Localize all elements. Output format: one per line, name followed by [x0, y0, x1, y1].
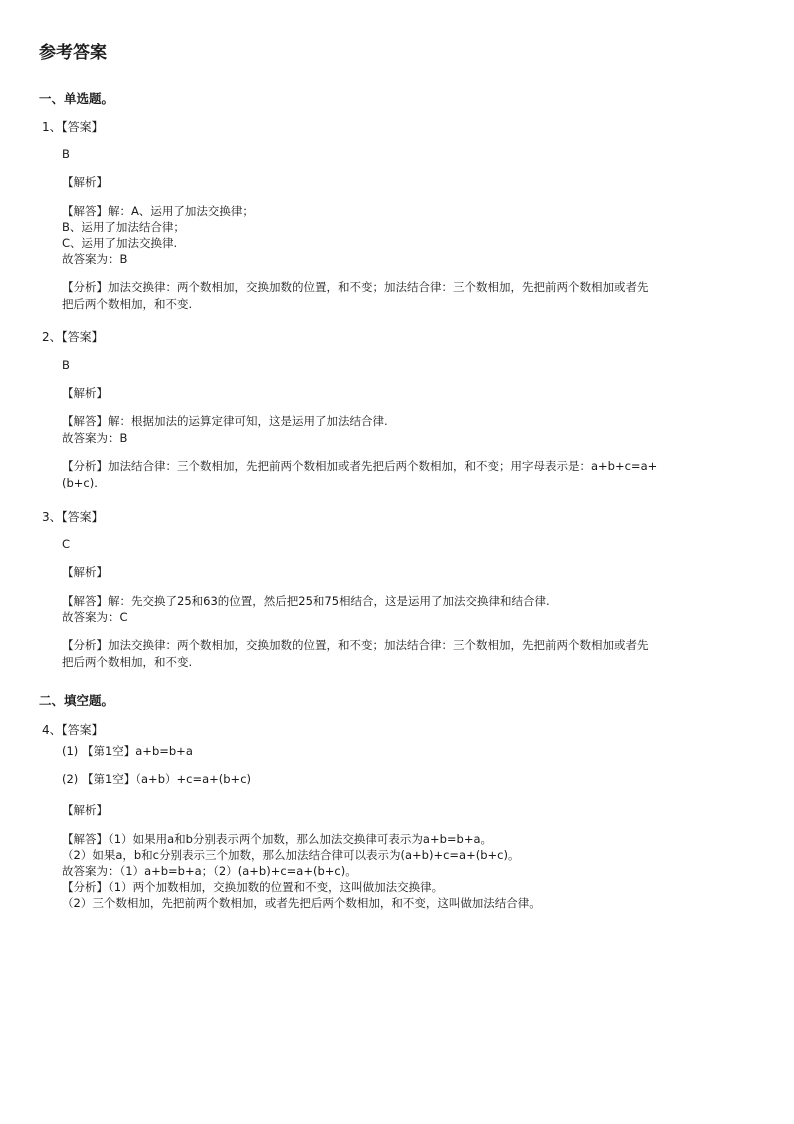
question-1-fenxi-line: 把后两个数相加，和不变. — [62, 297, 193, 311]
question-4-answer-label: 4、【答案】 — [42, 723, 104, 737]
question-3-solution-line: 故答案为：C — [62, 610, 128, 624]
question-2-fenxi-line: (b+c). — [62, 476, 98, 490]
question-2-fenxi-line: 【分析】加法结合律：三个数相加，先把前两个数相加或者先把后两个数相加，和不变；用字母表示是：a+b+c=a+ — [62, 459, 658, 473]
question-3-fenxi-line: 【分析】加法交换律：两个数相加，交换加数的位置，和不变；加法结合律：三个数相加，先把前两个数相加或者先 — [62, 638, 649, 652]
section-heading-single-choice: 一、单选题。 — [39, 91, 115, 106]
question-4-solution-line: 故答案为：（1）a+b=b+a；（2）(a+b)+c=a+(b+c)。 — [62, 864, 357, 878]
question-3-analysis-label: 【解析】 — [62, 565, 108, 579]
question-2-analysis-label: 【解析】 — [62, 386, 108, 400]
question-1-answer: B — [62, 147, 70, 161]
question-3-solution-line: 【解答】解：先交换了25和63的位置，然后把25和75相结合，这是运用了加法交换律和结合律. — [62, 594, 550, 608]
page-title: 参考答案 — [39, 43, 107, 63]
question-1-solution-line: 【解答】解：A、运用了加法交换律； — [62, 204, 254, 218]
question-4-blank: (2) 【第1空】（a+b）+c=a+(b+c) — [62, 772, 252, 786]
question-4-solution-line: （2）如果a，b和c分别表示三个加数，那么加法结合律可以表示为(a+b)+c=a+(b+c)。 — [62, 848, 520, 862]
question-1-solution-line: B、运用了加法结合律； — [62, 220, 185, 234]
question-3-answer: C — [62, 537, 71, 551]
question-2-solution-line: 故答案为：B — [62, 431, 128, 445]
question-4-solution-line: 【分析】（1）两个加数相加，交换加数的位置和不变，这叫做加法交换律。 — [62, 880, 444, 894]
question-2-answer-label: 2、【答案】 — [42, 330, 104, 344]
question-1-analysis-label: 【解析】 — [62, 175, 108, 189]
question-3-answer-label: 3、【答案】 — [42, 510, 104, 524]
question-2-answer: B — [62, 358, 70, 372]
section-heading-fill-blank: 二、填空题。 — [39, 693, 115, 708]
question-1-solution-line: 故答案为：B — [62, 252, 128, 266]
question-2-solution-line: 【解答】解：根据加法的运算定律可知，这是运用了加法结合律. — [62, 414, 388, 428]
question-1-fenxi-line: 【分析】加法交换律：两个数相加，交换加数的位置，和不变；加法结合律：三个数相加，先把前两个数相加或者先 — [62, 280, 649, 294]
question-4-blank: (1) 【第1空】a+b=b+a — [62, 744, 193, 758]
question-3-fenxi-line: 把后两个数相加，和不变. — [62, 655, 193, 669]
question-1-answer-label: 1、【答案】 — [42, 120, 104, 134]
question-1-solution-line: C、运用了加法交换律. — [62, 236, 178, 250]
question-4-solution-line: （2）三个数相加，先把前两个数相加，或者先把后两个数相加，和不变，这叫做加法结合律。 — [62, 896, 541, 910]
question-4-solution-line: 【解答】（1）如果用a和b分别表示两个加数，那么加法交换律可表示为a+b=b+a。 — [62, 832, 493, 846]
question-4-analysis-label: 【解析】 — [62, 803, 108, 817]
